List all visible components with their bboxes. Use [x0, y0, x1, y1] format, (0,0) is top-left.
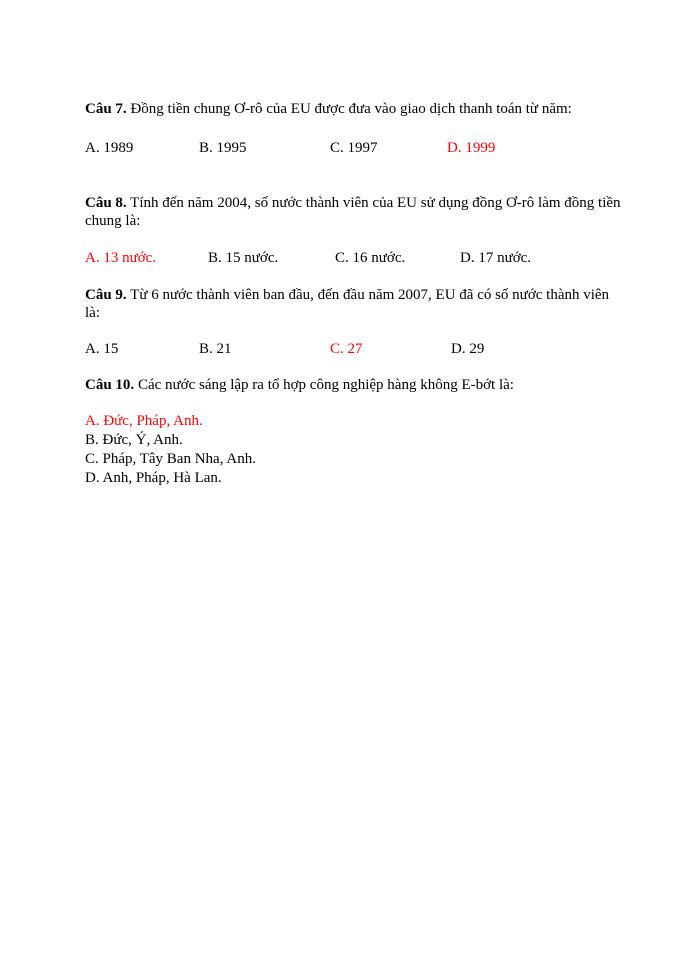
question-stem: [85, 194, 625, 230]
option-d: D. Anh, Pháp, Hà Lan.: [85, 470, 222, 486]
option-b: B. 1995: [199, 140, 247, 156]
option-a: A. 15: [85, 341, 119, 357]
question-text: Tính đến năm 2004, số nước thành viên của EU sử dụng đồng Ơ-rô làm đồng tiền chung là:: [85, 195, 621, 229]
option-b: B. Đức, Ý, Anh.: [85, 432, 183, 448]
option-b: B. 21: [199, 341, 232, 357]
answer-options: [85, 249, 625, 267]
option-b: B. 15 nước.: [208, 250, 279, 266]
question-text: Các nước sáng lập ra tổ hợp công nghiệp hàng không E-bớt là:: [134, 377, 514, 393]
option-a: A. 1989: [85, 140, 134, 156]
option-d: D. 29: [451, 341, 485, 357]
answer-options: [85, 340, 625, 358]
option-c: C. 1997: [330, 140, 378, 156]
question-stem: [85, 376, 625, 394]
question-number: Câu 9.: [85, 287, 127, 303]
question-number: Câu 8.: [85, 195, 127, 211]
question-9: [85, 286, 625, 358]
question-stem: [85, 100, 625, 118]
option-c: C. 16 nước.: [335, 250, 406, 266]
question-10: [85, 376, 625, 488]
question-7: [85, 100, 625, 157]
question-8: [85, 194, 625, 267]
question-stem: [85, 286, 625, 322]
option-c-correct: C. 27: [330, 341, 363, 357]
option-c: C. Pháp, Tây Ban Nha, Anh.: [85, 451, 256, 467]
question-number: Câu 10.: [85, 377, 135, 393]
option-d: D. 17 nước.: [460, 250, 532, 266]
option-a-correct: A. 13 nước.: [85, 250, 157, 266]
option-d-correct: D. 1999: [447, 140, 496, 156]
question-text: Từ 6 nước thành viên ban đầu, đến đầu năm 2007, EU đã có số nước thành viên là:: [85, 287, 610, 321]
answer-options: [85, 412, 625, 488]
option-a-correct: A. Đức, Pháp, Anh.: [85, 413, 203, 429]
question-text: Đồng tiền chung Ơ-rô của EU được đưa vào giao dịch thanh toán từ năm:: [126, 101, 572, 117]
answer-options: [85, 139, 625, 157]
question-number: Câu 7.: [85, 101, 127, 117]
